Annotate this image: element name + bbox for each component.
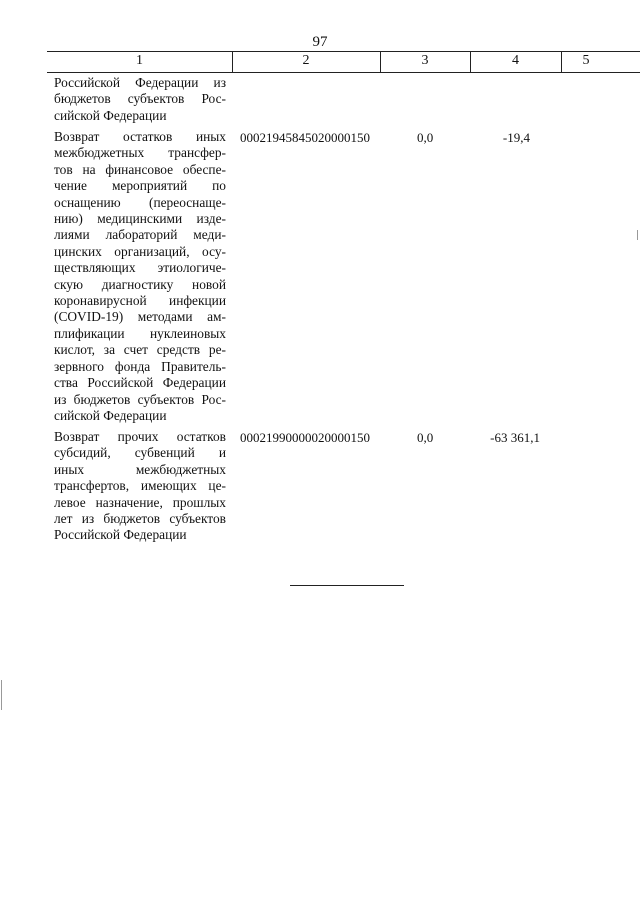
description-line: ства Российской Федерации: [54, 375, 226, 391]
description-line: Российской Федерации из: [54, 75, 226, 90]
description-line: тов на финансовое обеспе-: [54, 161, 226, 177]
budget-code: 00021945845020000150: [240, 130, 370, 145]
table-row-description: [54, 75, 226, 124]
column-header-3: 3: [421, 53, 429, 68]
description-line: Возврат остатков иных: [54, 129, 226, 144]
value-col3: 0,0: [417, 430, 434, 445]
description-line: субсидий, субвенций и: [54, 445, 226, 461]
column-header-5: 5: [582, 53, 590, 68]
budget-code: 00021990000020000150: [240, 430, 370, 445]
table-header-bottom-rule: [47, 72, 640, 73]
value-col3: 0,0: [417, 130, 434, 145]
column-header-2: 2: [302, 53, 310, 68]
description-line: оснащению (переоснаще-: [54, 194, 226, 210]
description-line: ществляющих этиологиче-: [54, 260, 226, 276]
table-row-description: [54, 129, 226, 424]
description-line: кислот, за счет средств ре-: [54, 342, 226, 358]
description-line: коронавирусной инфекции: [54, 293, 226, 309]
description-line: чение мероприятий по: [54, 178, 226, 194]
scan-edge-mark: [1, 680, 2, 710]
description-line: сийской Федерации: [54, 407, 167, 423]
description-line: плификации нуклеиновых: [54, 325, 226, 341]
description-line: иных межбюджетных: [54, 461, 226, 477]
description-line: лет из бюджетов субъектов: [54, 511, 226, 527]
description-line: Возврат прочих остатков: [54, 429, 226, 444]
column-header-1: 1: [136, 53, 143, 68]
description-line: скую диагностику новой: [54, 276, 226, 292]
value-col4: -19,4: [502, 130, 530, 145]
column-header-4: 4: [512, 53, 519, 68]
description-line: межбюджетных трансфер-: [54, 145, 226, 161]
table-top-rule: [47, 51, 640, 52]
table-row-description: [54, 429, 226, 544]
description-line: нию) медицинскими изде-: [54, 211, 226, 227]
page-number: 97: [312, 34, 328, 50]
description-line: Российской Федерации: [54, 527, 187, 543]
value-col4: -63 361,1: [490, 430, 540, 445]
description-line: лиями лабораторий меди-: [54, 227, 226, 243]
description-line: бюджетов субъектов Рос-: [54, 91, 226, 107]
description-line: из бюджетов субъектов Рос-: [54, 391, 226, 407]
description-line: трансфертов, имеющих це-: [54, 478, 226, 494]
description-line: зервного фонда Правитель-: [54, 358, 226, 374]
description-line: левое назначение, прошлых: [54, 494, 226, 510]
scan-edge-mark: [637, 230, 638, 240]
description-line: (COVID-19) методами ам-: [54, 309, 226, 325]
description-line: цинских организаций, осу-: [54, 243, 226, 259]
description-line: сийской Федерации: [54, 107, 167, 123]
end-of-table-rule: [290, 585, 404, 586]
